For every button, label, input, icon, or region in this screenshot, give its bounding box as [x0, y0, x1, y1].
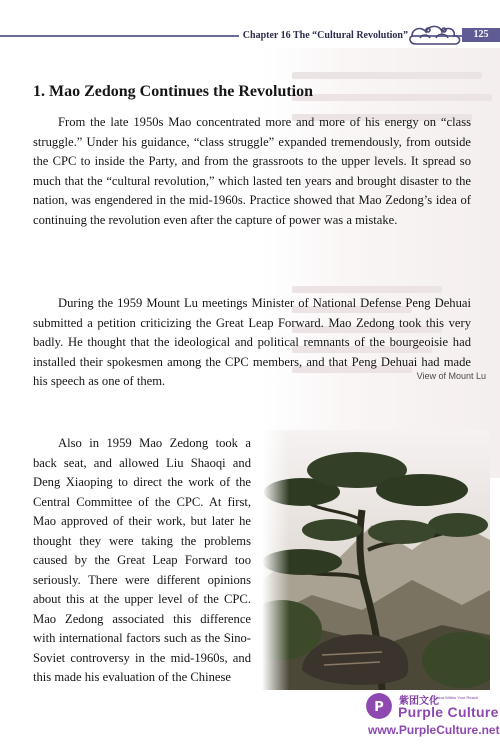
bleed-through-line	[292, 286, 442, 293]
bleed-through-line	[292, 94, 492, 101]
svg-text:P: P	[374, 700, 384, 715]
bleed-through-line	[292, 72, 482, 79]
purple-culture-badge-icon	[366, 693, 392, 719]
paragraph: Also in 1959 Mao Zedong took a back seat, and allowed Liu Shaoqi and Deng Xiaoping to direct the work of the Central Committee of the CPC. At first, Mao approved of their work, but later he thought they were taking the problems caused by the Great Leap Forward too seriously. There were different opinions about this at the upper level of the CPC. Mao Zedong associated this difference with international factors such as the Sino-Soviet controversy in the mid-1960s, and this made his evaluation of the Chinese	[33, 436, 251, 684]
section-title: 1. Mao Zedong Continues the Revolution	[33, 83, 314, 100]
logo-chinese-text: 紫团文化	[399, 696, 439, 707]
logo-tagline: A China Within Your Reach	[430, 695, 479, 700]
cloud-ornament-icon	[408, 20, 464, 48]
paragraph: From the late 1950s Mao concentrated more and more of his energy on “class struggle.” Under his guidance, “class struggle” expanded tremendously, from outside the CPC to inside the Party, and from the grassroots to the upper levels. It spread so much that the “cultural revolution,” which lasted ten years and brought disaster to the nation, was engendered in the mid-1960s. Practice showed that Mao Zedong’s idea of continuing the revolution even after the capture of power was a mistake.	[33, 115, 471, 227]
paragraph: During the 1959 Mount Lu meetings Minister of National Defense Peng Dehuai submitted a petition criticizing the Great Leap Forward. Mao Zedong took this very badly. He thought that the ideological and political remnants of the bourgeoisie had installed their spokesmen among the CPC members, and that Peng Dehuai had made his speech as one of them.	[33, 296, 471, 388]
mount-lu-photo	[262, 430, 490, 690]
purple-culture-logo	[364, 690, 500, 746]
page-number: 125	[462, 28, 500, 42]
photo-caption: View of Mount Lu	[416, 371, 486, 381]
running-header: Chapter 16 The “Cultural Revolution”	[239, 30, 412, 42]
logo-url: www.PurpleCulture.net	[368, 723, 500, 737]
logo-name: Purple Culture	[398, 704, 499, 720]
